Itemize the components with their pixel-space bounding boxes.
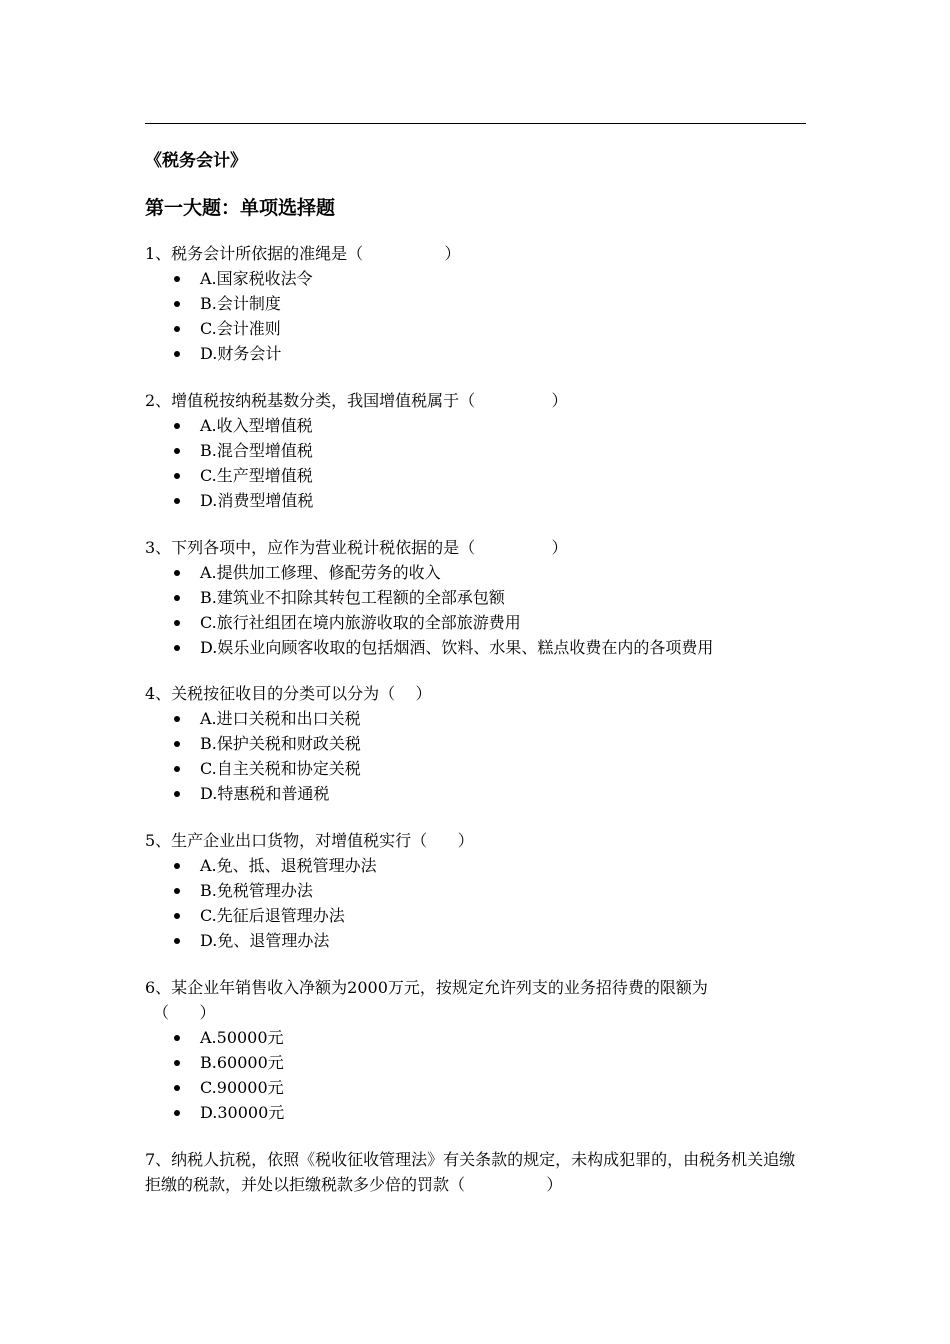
option-item: A.50000元 [145, 1025, 810, 1050]
section-title: 第一大题：单项选择题 [145, 197, 336, 219]
bullet-icon [174, 791, 180, 797]
bullet-icon [174, 326, 180, 332]
bullet-icon [174, 1110, 180, 1116]
option-item: A.提供加工修理、修配劳务的收入 [145, 560, 810, 585]
option-item: A.国家税收法令 [145, 266, 810, 291]
option-item: D.免、退管理办法 [145, 928, 810, 953]
question-stem: 1、税务会计所依据的准绳是（ ） [145, 244, 461, 263]
bullet-icon [174, 301, 180, 307]
option-item: D.消费型增值税 [145, 488, 810, 513]
bullet-icon [174, 351, 180, 357]
option-item: B.保护关税和财政关税 [145, 731, 810, 756]
bullet-icon [174, 913, 180, 919]
option-item: C.生产型增值税 [145, 463, 810, 488]
question-5 [145, 828, 810, 953]
question-6 [145, 975, 810, 1125]
question-stem: 4、关税按征收目的分类可以分为（ ） [145, 684, 432, 703]
option-item: D.娱乐业向顾客收取的包括烟酒、饮料、水果、糕点收费在内的各项费用 [145, 635, 810, 660]
bullet-icon [174, 423, 180, 429]
question-stem-blank: （ ） [153, 1003, 216, 1022]
bullet-icon [174, 276, 180, 282]
bullet-icon [174, 448, 180, 454]
option-list [145, 413, 810, 513]
question-stem: 6、某企业年销售收入净额为2000万元，按规定允许列支的业务招待费的限额为 [145, 978, 708, 997]
option-item: A.进口关税和出口关税 [145, 706, 810, 731]
option-list [145, 266, 810, 366]
bullet-icon [174, 766, 180, 772]
option-item: C.会计准则 [145, 316, 810, 341]
bullet-icon [174, 1060, 180, 1066]
bullet-icon [174, 498, 180, 504]
bullet-icon [174, 1085, 180, 1091]
bullet-icon [174, 570, 180, 576]
option-item: B.混合型增值税 [145, 438, 810, 463]
question-stem: 3、下列各项中，应作为营业税计税依据的是（ ） [145, 538, 568, 557]
question-7 [145, 1147, 810, 1197]
question-stem: 7、纳税人抗税，依照《税收征收管理法》有关条款的规定，未构成犯罪的，由税务机关追缴拒缴的税款，并处以拒缴税款多少倍的罚款（ ） [145, 1150, 796, 1194]
option-list [145, 853, 810, 953]
option-item: B.建筑业不扣除其转包工程额的全部承包额 [145, 585, 810, 610]
option-item: C.自主关税和协定关税 [145, 756, 810, 781]
question-1 [145, 241, 810, 366]
question-4 [145, 681, 810, 806]
option-item: D.30000元 [145, 1100, 810, 1125]
bullet-icon [174, 716, 180, 722]
option-item: C.旅行社组团在境内旅游收取的全部旅游费用 [145, 610, 810, 635]
bullet-icon [174, 1035, 180, 1041]
option-item: B.60000元 [145, 1050, 810, 1075]
question-stem: 2、增值税按纳税基数分类，我国增值税属于（ ） [145, 391, 568, 410]
option-item: D.特惠税和普通税 [145, 781, 810, 806]
bullet-icon [174, 938, 180, 944]
option-item: D.财务会计 [145, 341, 810, 366]
option-item: A.免、抵、退税管理办法 [145, 853, 810, 878]
option-item: A.收入型增值税 [145, 413, 810, 438]
option-item: C.90000元 [145, 1075, 810, 1100]
option-list [145, 1025, 810, 1125]
question-3 [145, 535, 810, 660]
bullet-icon [174, 473, 180, 479]
option-list [145, 560, 810, 660]
question-stem: 5、生产企业出口货物，对增值税实行（ ） [145, 831, 474, 850]
option-item: B.免税管理办法 [145, 878, 810, 903]
bullet-icon [174, 741, 180, 747]
bullet-icon [174, 620, 180, 626]
question-2 [145, 388, 810, 513]
bullet-icon [174, 645, 180, 651]
option-item: B.会计制度 [145, 291, 810, 316]
document-title: 《税务会计》 [145, 151, 247, 171]
option-item: C.先征后退管理办法 [145, 903, 810, 928]
bullet-icon [174, 863, 180, 869]
bullet-icon [174, 595, 180, 601]
bullet-icon [174, 888, 180, 894]
option-list [145, 706, 810, 806]
header-rule [145, 123, 806, 124]
